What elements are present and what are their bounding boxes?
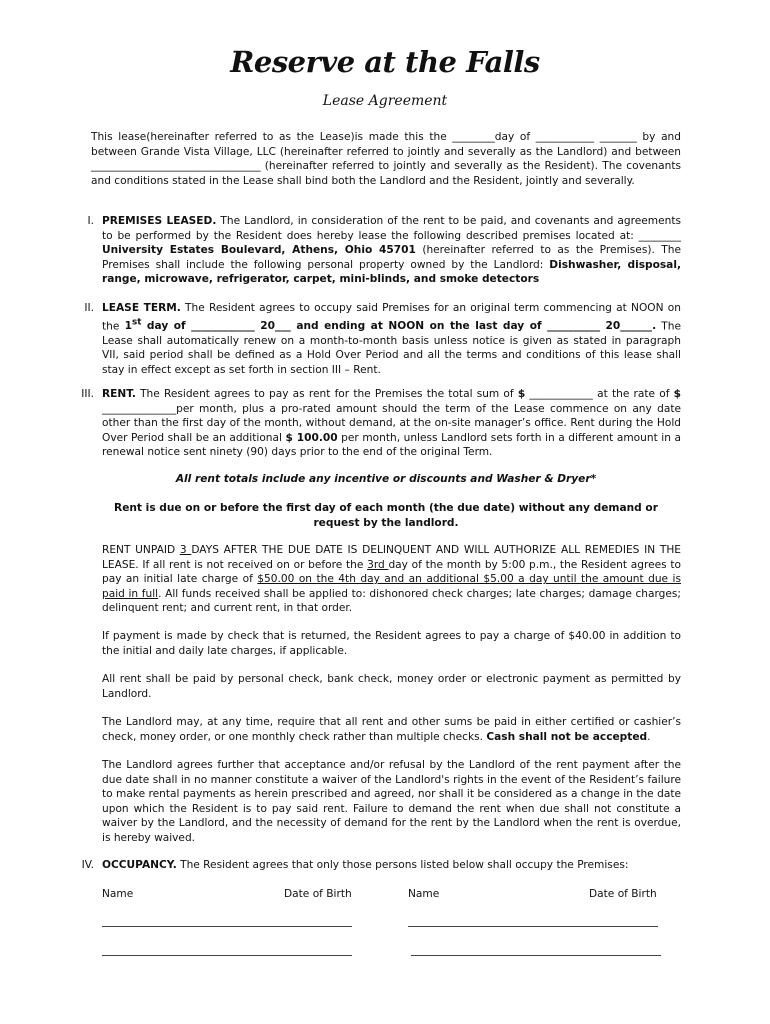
text-run: (hereinafter referred to as the Premises). The Premises shall include the following personal property owned by the Landlord: [102, 244, 681, 271]
text-run: The Landlord, in consideration of the rent to be paid, and covenants and agreements to be performed by the Resident does hereby lease the following described premises located at: ________ [102, 215, 681, 242]
section-heading: RENT. [102, 388, 136, 400]
text-run: ____________ at the rate of [525, 388, 674, 400]
text-run: The Lease shall automatically renew on a month-to-month basis unless notice is given as stated in paragraph VII, said period shall be defined as a Hold Over Period and all the terms and conditions of this lease shall stay in effect except as set forth in section III – Rent. [102, 320, 681, 376]
occupant-name-label: Name [102, 888, 134, 900]
term-start-day [124, 317, 657, 333]
text-run: The Resident agrees to occupy said Premises for an original term commencing at NOON on the [102, 302, 681, 333]
section-text [102, 214, 681, 287]
due-date-notice: Rent is due on or before the first day of each month (the due date) without any demand or request by the landlord. [114, 502, 658, 529]
payment-methods-paragraph: All rent shall be paid by personal check, bank check, money order or electronic payment as permitted by Landlord. [102, 673, 681, 700]
text-run: . [647, 730, 651, 743]
text-run: day of ____________ 20___ and ending at NOON on the last day of __________ 20______. [141, 320, 657, 333]
section-number: IV. [81, 859, 94, 871]
section-number: II. [84, 302, 94, 314]
section-lease-term [74, 301, 681, 378]
section-heading: OCCUPANCY. [102, 859, 177, 871]
occupant-line[interactable] [408, 926, 658, 927]
occupant-line[interactable] [102, 955, 352, 956]
due-day: 3rd [367, 558, 389, 571]
section-heading: PREMISES LEASED. [102, 215, 217, 227]
occupant-dob-label: Date of Birth [284, 888, 352, 900]
ordinal-suffix: st [131, 317, 142, 328]
occupant-dob-label: Date of Birth [589, 888, 657, 900]
text-run: RENT UNPAID [102, 544, 180, 556]
text-run: The Landlord may, at any time, require that all rent and other sums be paid in either certified or cashier’s check, money order, or one monthly check rather than multiple checks. [102, 716, 681, 743]
text-run: per month, unless Landlord sets forth in a different amount in a renewal notice sent ninety (90) days prior to the end of the original Term. [102, 431, 681, 459]
text-run: ______________per month, plus a pro-rated amount should the term of the Lease commence on any date other than the first day of the month, without demand, at the on-site manager’s office. Rent during the Hold Over Period shall be an additional [102, 402, 681, 444]
returned-check-paragraph: If payment is made by check that is returned, the Resident agrees to pay a charge of $40.00 in addition to the initial and daily late charges, if applicable. [102, 630, 681, 657]
text-run: DAYS AFTER THE DUE DATE IS DELINQUENT AND WILL AUTHORIZE ALL REMEDIES IN THE LEASE. If all rent is not received on or before the [102, 544, 682, 571]
text-run: The Resident agrees to pay as rent for the Premises the total sum of [135, 388, 518, 400]
holdover-charge: $ 100.00 [285, 431, 338, 444]
section-text [102, 301, 681, 378]
section-occupancy [74, 858, 681, 873]
document-title: Reserve at the Falls [230, 45, 540, 79]
section-text [102, 858, 681, 873]
dollar-sign: $ [517, 388, 526, 400]
premises-address: University Estates Boulevard, Athens, Ohio 45701 [102, 244, 416, 257]
section-heading: LEASE TERM. [102, 302, 181, 314]
dollar-sign: $ [673, 388, 681, 400]
document-subtitle: Lease Agreement [322, 93, 448, 109]
no-cash-notice: Cash shall not be accepted [486, 730, 648, 743]
text-run: . All funds received shall be applied to: dishonored check charges; late charges; damage charges; delinquent rent; and current rent, in that order. [102, 587, 681, 615]
delinquent-days: 3 [179, 544, 192, 556]
section-number: III. [81, 388, 94, 400]
certified-funds-paragraph [102, 715, 681, 744]
rent-unpaid-paragraph [102, 543, 681, 616]
text-run: The Resident agrees that only those persons listed below shall occupy the Premises: [176, 859, 629, 871]
intro-paragraph: This lease(hereinafter referred to as the Lease)is made this the ________day of ___________ _______ by and between Grande Vista Village, LLC (hereinafter referred to jointly and severally as the Landlord) and between ________________________________ (hereinafter referred to jointly and severally as the Resident). The covenants and conditions stated in the Lease shall bind both the Landlord and the Resident, jointly and severally. [91, 131, 681, 187]
text-run: 1 [124, 320, 132, 333]
occupant-name-label: Name [408, 888, 440, 900]
occupant-line[interactable] [411, 955, 661, 956]
section-rent [74, 387, 681, 460]
included-property: Dishwasher, disposal, range, microwave, refrigerator, carpet, mini-blinds, and smoke detectors [102, 258, 681, 286]
section-premises [74, 214, 681, 287]
waiver-paragraph: The Landlord agrees further that acceptance and/or refusal by the Landlord of the rent payment after the due date shall in no manner constitute a waiver of the Landlord's rights in the event of the Resident’s failure to make rental payments as herein prescribed and agreed, nor shall it be considered as a change in the date upon which the Resident is to pay said rent. Failure to demand the rent when due shall not constitute a waiver by the Landlord, and the necessity of demand for the rent by the Landlord when the rent is overdue, is hereby waived. [102, 759, 681, 844]
section-text [102, 387, 681, 460]
text-run: day of the month by 5:00 p.m., the Resident agrees to pay an initial late charge of [102, 558, 681, 586]
late-charge-terms: $50.00 on the 4th day and an additional $5.00 a day until the amount due is paid in full [102, 573, 681, 600]
section-number: I. [87, 215, 94, 227]
occupant-line[interactable] [102, 926, 352, 927]
incentive-notice: All rent totals include any incentive or discounts and Washer & Dryer* [175, 473, 597, 485]
